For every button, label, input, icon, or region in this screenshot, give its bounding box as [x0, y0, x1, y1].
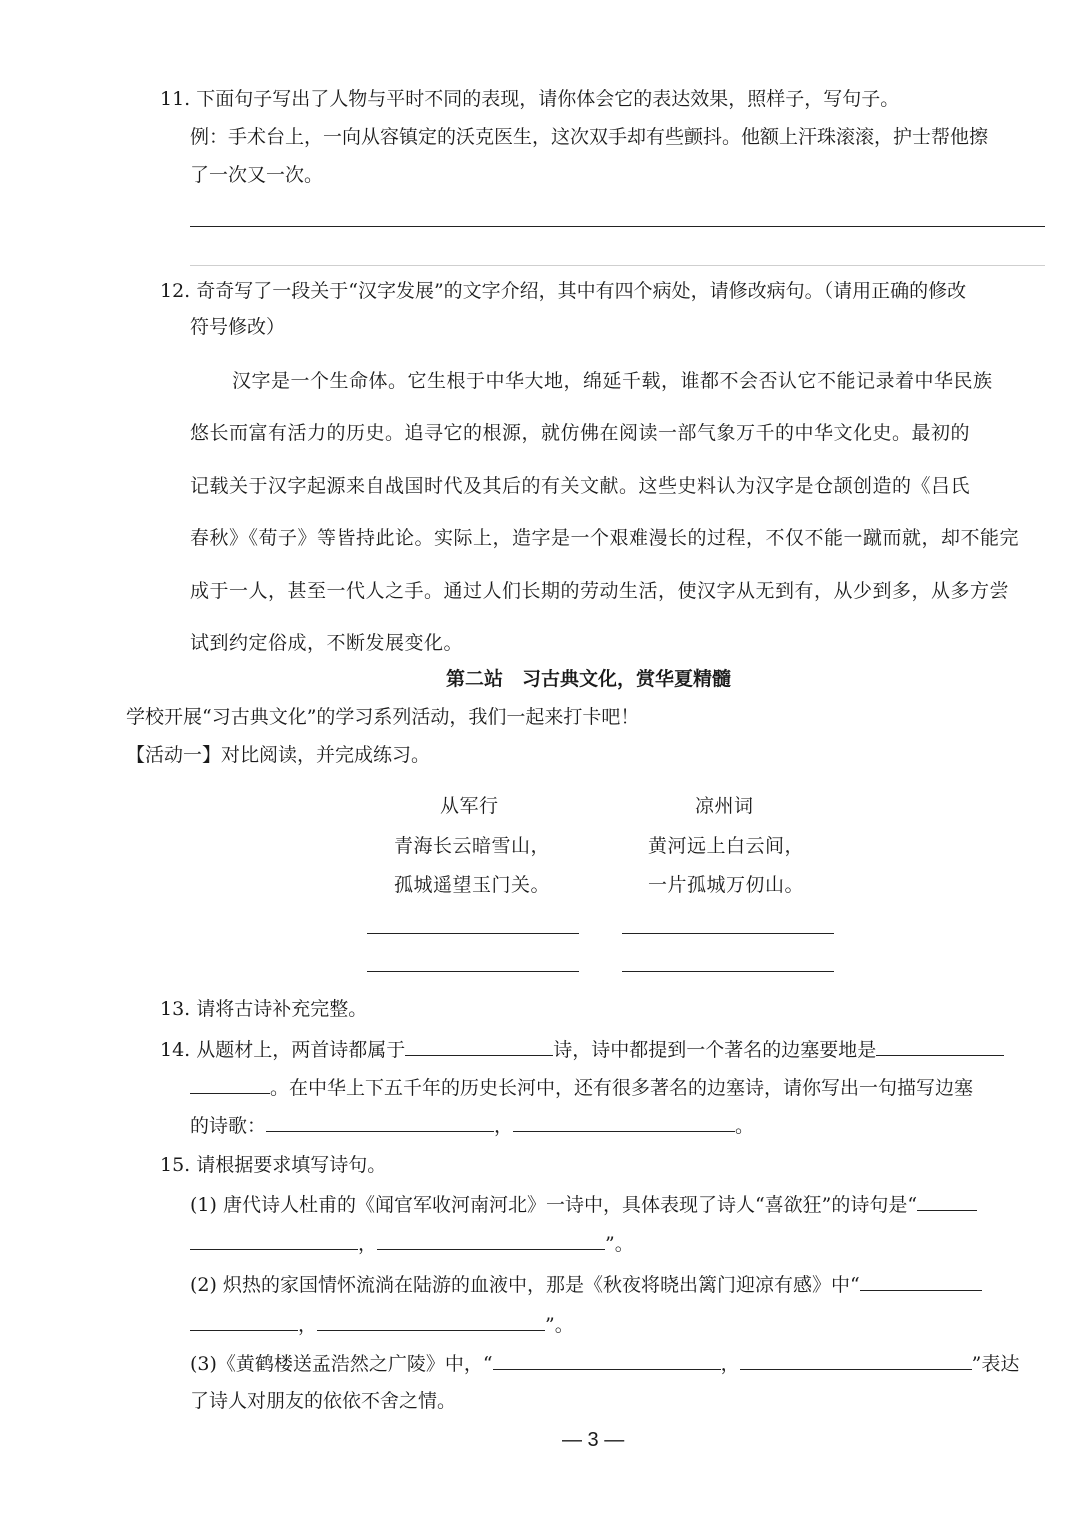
poem-answer-line[interactable] [622, 933, 834, 934]
q11-stem: 11. 下面句子写出了人物与平时不同的表现，请你体会它的表达效果，照样子，写句子。 [160, 88, 900, 110]
passage-line: 成于一人，甚至一代人之手。通过人们长期的劳动生活，使汉字从无到有，从少到多，从多方尝 [190, 580, 1010, 602]
q15-sub3-line2: 了诗人对朋友的依依不舍之情。 [190, 1390, 457, 1412]
q15-text: ， [298, 1314, 318, 1336]
q14-blank-place-cont[interactable] [190, 1076, 270, 1094]
q14-line2 [190, 1076, 973, 1100]
q15-2-blank-a[interactable] [860, 1273, 982, 1291]
q12-stem-line1: 12. 奇奇写了一段关于“汉字发展”的文字介绍，其中有四个病处，请修改病句。（请用正确的修改 [160, 280, 967, 302]
q15-sub1-line1 [190, 1193, 977, 1217]
q15-stem: 15. 请根据要求填写诗句。 [160, 1154, 387, 1176]
q15-text: ， [720, 1353, 740, 1375]
page-number: — 3 — [562, 1429, 625, 1451]
q15-text: (1) 唐代诗人杜甫的《闻官军收河南河北》一诗中，具体表现了诗人“喜欲狂”的诗句是“ [190, 1194, 918, 1216]
poem-answer-line[interactable] [367, 971, 579, 972]
q14-text: 的诗歌： [190, 1115, 267, 1137]
q15-2-blank-a-cont[interactable] [190, 1313, 298, 1331]
q15-sub3-line1 [190, 1352, 1019, 1376]
section-intro: 学校开展“习古典文化”的学习系列活动，我们一起来打卡吧！ [126, 706, 640, 728]
passage-line: 悠长而富有活力的历史。追寻它的根源，就仿佛在阅读一部气象万千的中华文化史。最初的 [190, 422, 971, 444]
q15-1-blank-a-cont[interactable] [190, 1232, 358, 1250]
q15-sub2-line2 [190, 1313, 574, 1337]
q14-text: 14. 从题材上，两首诗都属于 [160, 1039, 406, 1061]
q15-3-blank-b[interactable] [740, 1352, 972, 1370]
q14-text: ， [494, 1115, 514, 1137]
q15-1-blank-b[interactable] [377, 1232, 605, 1250]
q11-example-line1: 例：手术台上，一向从容镇定的沃克医生，这次双手却有些颤抖。他额上汗珠滚滚，护士帮他擦 [190, 126, 989, 148]
q14-line3 [190, 1114, 754, 1138]
q14-text: 诗，诗中都提到一个著名的边塞要地是 [553, 1039, 877, 1061]
poem-line: 青海长云暗雪山， [394, 835, 551, 857]
q14-blank-genre[interactable] [405, 1038, 553, 1056]
q15-sub2-line1 [190, 1273, 982, 1297]
passage-line: 汉字是一个生命体。它生根于中华大地，绵延千载，谁都不会否认它不能记录着中华民族 [232, 370, 993, 392]
q14-blank-verse2[interactable] [513, 1114, 735, 1132]
passage-line: 记载关于汉字起源来自战国时代及其后的有关文献。这些史料认为汉字是仓颉创造的《吕氏 [190, 475, 971, 497]
passage-line: 试到约定俗成，不断发展变化。 [190, 632, 464, 654]
q15-text: ”。 [605, 1233, 634, 1255]
poem-line: 孤城遥望玉门关。 [394, 874, 551, 896]
q15-1-blank-a[interactable] [917, 1193, 977, 1211]
q11-example-line2: 了一次又一次。 [190, 164, 324, 186]
passage-line: 春秋》《荀子》等皆持此论。实际上，造字是一个艰难漫长的过程，不仅不能一蹴而就，却不能完 [190, 527, 1020, 549]
q15-text: ”。 [545, 1314, 574, 1336]
q14-blank-place[interactable] [876, 1038, 1004, 1056]
q12-stem-line2: 符号修改） [190, 316, 286, 338]
poem-title: 凉州词 [695, 795, 754, 817]
q14-blank-verse1[interactable] [266, 1114, 494, 1132]
poem-answer-line[interactable] [622, 971, 834, 972]
q15-text: ， [358, 1233, 378, 1255]
divider [190, 265, 1045, 266]
q14-text: 。 [735, 1115, 755, 1137]
q13-stem: 13. 请将古诗补充完整。 [160, 998, 368, 1020]
poem-line: 黄河远上白云间， [648, 835, 805, 857]
q15-3-blank-a[interactable] [493, 1352, 721, 1370]
q15-text: (3)《黄鹤楼送孟浩然之广陵》中，“ [190, 1353, 493, 1375]
q15-sub1-line2 [190, 1232, 634, 1256]
q15-2-blank-b[interactable] [317, 1313, 545, 1331]
q14-text: 。在中华上下五千年的历史长河中，还有很多著名的边塞诗，请你写出一句描写边塞 [270, 1077, 974, 1099]
q15-text: (2) 炽热的家国情怀流淌在陆游的血液中，那是《秋夜将晓出篱门迎凉有感》中“ [190, 1274, 860, 1296]
q15-text: ”表达 [971, 1353, 1020, 1375]
q11-answer-line[interactable] [190, 226, 1045, 227]
activity1-label: 【活动一】对比阅读，并完成练习。 [126, 744, 431, 766]
poem-line: 一片孤城万仞山。 [648, 874, 805, 896]
poem-title: 从军行 [440, 795, 499, 817]
section-title: 第二站 习古典文化，赏华夏精髓 [446, 668, 732, 690]
poem-answer-line[interactable] [367, 933, 579, 934]
q14-line1 [160, 1038, 1004, 1062]
